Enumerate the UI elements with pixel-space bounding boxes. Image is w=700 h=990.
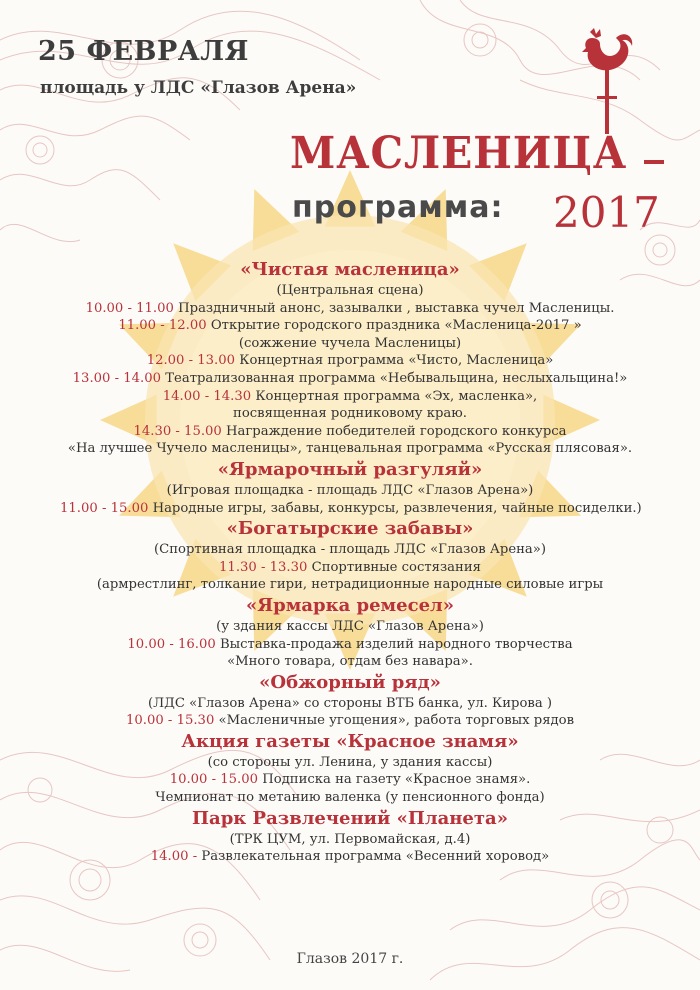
program-item — [60, 388, 640, 406]
program-time: 11.30 - 13.30 — [219, 559, 308, 575]
program-item — [60, 559, 640, 577]
program-item — [60, 500, 640, 518]
event-title: МАСЛЕНИЦА — [290, 128, 628, 179]
footer-text: Глазов 2017 г. — [296, 951, 404, 967]
program-time: 12.00 - 13.00 — [146, 353, 236, 369]
program-note: «На лучшее Чучело масленицы», танцевальная программа «Русская плясовая». — [67, 441, 633, 457]
program-description: Концертная программа «Эх, масленка», — [255, 388, 538, 404]
program-item — [60, 848, 640, 866]
program-item — [60, 370, 640, 388]
program-time: 11.00 - 12.00 — [118, 318, 207, 334]
event-date: 25 ФЕВРАЛЯ — [38, 36, 249, 67]
program-description: Театрализованная программа «Небывальщина, неслыхальщина!» — [165, 370, 628, 386]
program-note: «Много товара, отдам без навара». — [227, 654, 473, 670]
section-heading: Акция газеты «Красное знамя» — [181, 730, 519, 752]
program-item — [60, 423, 640, 441]
section-heading: «Ярмарочный разгуляй» — [217, 458, 483, 480]
program-item — [60, 300, 640, 318]
program-time: 13.00 - 14.00 — [72, 370, 162, 386]
program-time: 14.30 - 15.00 — [133, 423, 222, 439]
event-year: 2017 — [553, 188, 660, 237]
program-time: 10.00 - 16.00 — [127, 636, 216, 652]
program-note: (армрестлинг, толкание гири, нетрадиционные народные силовые игры — [96, 577, 604, 593]
program-note: посвященная родниковому краю. — [233, 406, 467, 422]
event-venue: площадь у ЛДС «Глазов Арена» — [40, 78, 357, 98]
program-note: Чемпионат по метанию валенка (у пенсионного фонда) — [155, 790, 545, 806]
program-note: (Игровая площадка - площадь ЛДС «Глазов Арена») — [166, 482, 534, 498]
program-schedule — [60, 258, 640, 866]
title-dash — [644, 160, 664, 164]
program-description: Спортивные состязания — [311, 559, 481, 575]
section-heading: Парк Развлечений «Планета» — [192, 807, 508, 829]
program-description: Открытие городского праздника «Масленица-2017 » — [210, 318, 582, 334]
program-item — [60, 712, 640, 730]
program-note: (Спортивная площадка - площадь ЛДС «Глазов Арена») — [154, 542, 546, 558]
program-description: «Масленичные угощения», работа торговых рядов — [218, 713, 575, 729]
program-time: 10.00 - 11.00 — [85, 300, 174, 316]
rooster-logo — [578, 26, 638, 136]
program-item — [60, 317, 640, 335]
program-item — [60, 636, 640, 654]
program-description: Концертная программа «Чисто, Масленица» — [239, 353, 554, 369]
section-heading: «Ярмарка ремесел» — [245, 594, 454, 616]
program-note: (ТРК ЦУМ, ул. Первомайская, д.4) — [229, 831, 471, 847]
program-note: (ЛДС «Глазов Арена» со стороны ВТБ банка, ул. Кирова ) — [147, 695, 553, 711]
program-description: Выставка-продажа изделий народного творчества — [219, 636, 573, 652]
program-subtitle: программа: — [292, 190, 504, 225]
program-note: (Центральная сцена) — [276, 283, 424, 298]
program-description: Праздничный анонс, зазывалки , выставка чучел Масленицы. — [178, 300, 615, 316]
program-time: 14.00 - 14.30 — [162, 388, 252, 404]
section-heading: «Чистая масленица» — [240, 259, 460, 280]
program-description: Подписка на газету «Красное знамя». — [262, 772, 531, 788]
program-description: Народные игры, забавы, конкурсы, развлечения, чайные посиделки.) — [152, 500, 642, 516]
program-note: (сожжение чучела Масленицы) — [238, 335, 462, 351]
program-note: (со стороны ул. Ленина, у здания кассы) — [207, 754, 493, 770]
program-description: Награждение победителей городского конкурса — [226, 423, 567, 439]
section-heading: «Обжорный ряд» — [259, 671, 441, 693]
program-time: 10.00 - 15.00 — [169, 772, 259, 788]
section-heading: «Богатырские забавы» — [226, 518, 474, 540]
program-note: (у здания кассы ЛДС «Глазов Арена») — [216, 618, 484, 634]
program-item — [60, 771, 640, 789]
program-time: 11.00 - 15.00 — [60, 500, 149, 516]
program-item — [60, 352, 640, 370]
program-description: Развлекательная программа «Весенний хоровод» — [201, 849, 550, 865]
program-time: 14.00 - — [150, 849, 198, 865]
program-time: 10.00 - 15.30 — [125, 713, 215, 729]
